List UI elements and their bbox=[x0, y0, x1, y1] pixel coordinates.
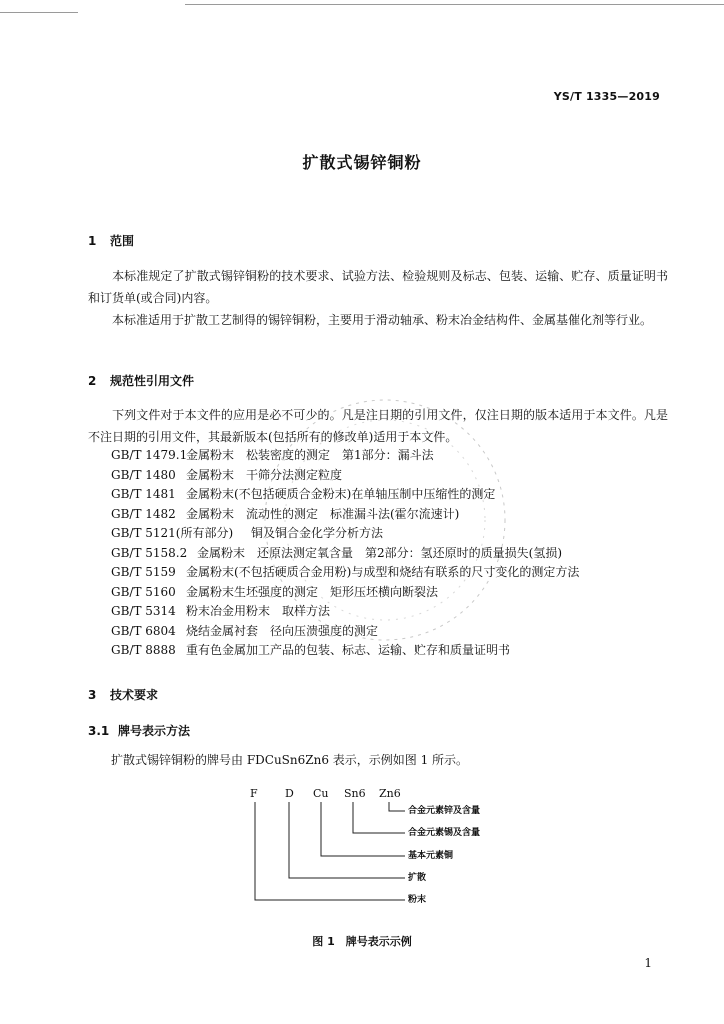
reference-code: GB/T 1482 bbox=[111, 506, 176, 521]
label-diffusion: 扩散 bbox=[408, 873, 427, 883]
section-number: 3.1 bbox=[88, 724, 110, 738]
reference-code: GB/T 5158.2 bbox=[111, 545, 188, 560]
reference-title: 粉末冶金用粉末 取样方法 bbox=[186, 604, 331, 618]
section-title: 范围 bbox=[110, 234, 135, 248]
section-3-heading bbox=[88, 686, 158, 703]
section-2-intro: 下列文件对于本文件的应用是必不可少的。凡是注日期的引用文件，仅注日期的版本适用于本文件。凡是不注日期的引用文件，其最新版本(包括所有的修改单)适用于本文件。 bbox=[88, 408, 668, 444]
designation-diagram bbox=[245, 784, 505, 914]
reference-item bbox=[111, 466, 579, 486]
section-1-paragraph-2: 本标准适用于扩散工艺制得的锡锌铜粉，主要用于滑动轴承、粉末冶金结构件、金属基催化剂等行业。 bbox=[112, 313, 653, 327]
section-1-heading bbox=[88, 232, 134, 249]
reference-code: GB/T 5121(所有部分) bbox=[111, 526, 234, 540]
reference-code: GB/T 6804 bbox=[111, 623, 176, 638]
page-number: 1 bbox=[644, 956, 652, 970]
section-number: 1 bbox=[88, 234, 97, 248]
reference-item bbox=[111, 622, 579, 642]
reference-code: GB/T 5314 bbox=[111, 604, 176, 618]
figure-caption: 图 1 牌号表示示例 bbox=[312, 935, 412, 948]
label-powder: 粉末 bbox=[408, 895, 427, 905]
reference-title: 金属粉末(不包括硬质合金用粉)与成型和烧结有联系的尺寸变化的测定方法 bbox=[186, 565, 580, 579]
section-3-1-heading bbox=[88, 722, 190, 739]
reference-item bbox=[111, 563, 579, 583]
reference-title: 金属粉末 还原法测定氧含量 第2部分：氢还原时的质量损失(氢损) bbox=[197, 545, 563, 560]
normative-references-list bbox=[111, 446, 579, 661]
reference-title: 金属粉末 松装密度的测定 第1部分：漏斗法 bbox=[186, 448, 434, 462]
label-zinc: 合金元素锌及含量 bbox=[408, 806, 481, 816]
reference-item bbox=[111, 446, 579, 466]
reference-item bbox=[111, 544, 579, 564]
reference-title: 铜及铜合金化学分析方法 bbox=[251, 526, 384, 540]
segment-zn6: Zn6 bbox=[379, 787, 401, 800]
reference-item bbox=[111, 583, 579, 603]
reference-code: GB/T 5159 bbox=[111, 565, 176, 579]
section-1-paragraph-1: 本标准规定了扩散式锡锌铜粉的技术要求、试验方法、检验规则及标志、包装、运输、贮存、质量证明书和订货单(或合同)内容。 bbox=[88, 269, 668, 305]
diagram-leader-lines bbox=[245, 784, 505, 914]
reference-code: GB/T 1480 bbox=[111, 467, 176, 482]
reference-title: 金属粉末生坯强度的测定 矩形压坯横向断裂法 bbox=[186, 584, 439, 599]
reference-code: GB/T 1481 bbox=[111, 487, 176, 501]
reference-item bbox=[111, 524, 579, 544]
segment-d: D bbox=[285, 787, 294, 800]
segment-f: F bbox=[250, 787, 258, 800]
segment-cu: Cu bbox=[313, 787, 329, 800]
section-title: 规范性引用文件 bbox=[110, 374, 195, 388]
reference-item bbox=[111, 505, 579, 525]
segment-sn6: Sn6 bbox=[344, 787, 366, 800]
label-copper: 基本元素铜 bbox=[408, 851, 454, 861]
label-tin: 合金元素锡及含量 bbox=[408, 828, 481, 838]
reference-item bbox=[111, 485, 579, 505]
reference-code: GB/T 5160 bbox=[111, 584, 176, 599]
reference-title: 金属粉末(不包括硬质合金粉末)在单轴压制中压缩性的测定 bbox=[186, 487, 496, 501]
section-title: 技术要求 bbox=[110, 688, 159, 702]
document-title: 扩散式锡锌铜粉 bbox=[302, 153, 422, 172]
reference-title: 金属粉末 干筛分法测定粒度 bbox=[186, 467, 343, 482]
reference-title: 重有色金属加工产品的包装、标志、运输、贮存和质量证明书 bbox=[186, 643, 511, 657]
standard-code: YS/T 1335—2019 bbox=[553, 90, 660, 103]
reference-code: GB/T 1479.1 bbox=[111, 448, 188, 462]
section-number: 3 bbox=[88, 688, 97, 702]
reference-title: 金属粉末 流动性的测定 标准漏斗法(霍尔流速计) bbox=[186, 506, 460, 521]
reference-code: GB/T 8888 bbox=[111, 643, 176, 657]
section-number: 2 bbox=[88, 374, 97, 388]
reference-item bbox=[111, 602, 579, 622]
section-title: 牌号表示方法 bbox=[118, 724, 191, 738]
section-2-heading bbox=[88, 372, 194, 389]
section-3-1-text: 扩散式锡锌铜粉的牌号由 FDCuSn6Zn6 表示，示例如图 1 所示。 bbox=[111, 753, 469, 767]
reference-item bbox=[111, 641, 579, 661]
reference-title: 烧结金属衬套 径向压溃强度的测定 bbox=[186, 623, 379, 638]
